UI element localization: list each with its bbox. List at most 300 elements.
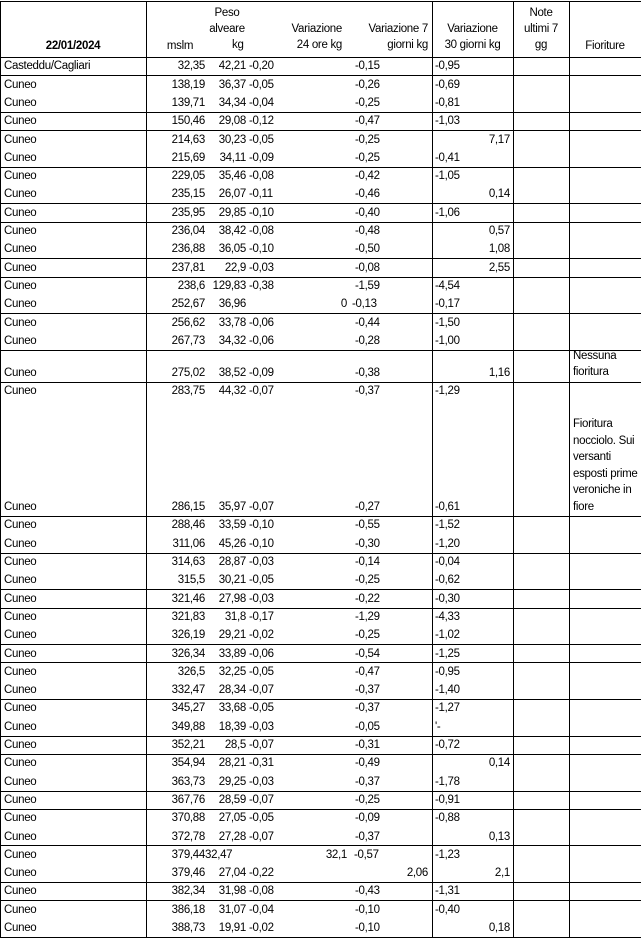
cell-note[interactable] xyxy=(514,149,569,167)
cell-var7[interactable]: -0,09 xyxy=(355,812,380,825)
cell-location[interactable]: Cuneo xyxy=(4,501,37,514)
cell-location[interactable]: Cuneo xyxy=(4,556,37,568)
cell-peso[interactable]: 32,25 xyxy=(218,665,246,678)
cell-mslm[interactable]: 256,62 xyxy=(171,316,205,329)
cell-var30[interactable]: 1,08 xyxy=(488,243,510,256)
cell-var30[interactable]: 7,17 xyxy=(488,133,510,146)
cell-mslm[interactable]: 382,34 xyxy=(171,885,205,898)
cell-var7[interactable]: -0,10 xyxy=(355,922,380,934)
cell-var24[interactable]: -0,10 xyxy=(249,519,274,532)
cell-var30[interactable]: 0,14 xyxy=(488,757,510,770)
cell-var24[interactable]: -0,08 xyxy=(249,885,274,898)
cell-note[interactable] xyxy=(514,222,569,240)
cell-peso[interactable]: 27,04 xyxy=(218,867,246,880)
cell-var24[interactable]: -0,03 xyxy=(249,720,274,733)
cell-var30[interactable]: 0,14 xyxy=(488,188,510,201)
cell-var7[interactable]: -0,38 xyxy=(355,366,380,379)
cell-mslm[interactable]: 235,95 xyxy=(171,206,205,219)
cell-var30[interactable]: 0,18 xyxy=(488,922,510,934)
cell-var24[interactable]: -0,03 xyxy=(249,775,274,788)
cell-location[interactable]: Cuneo xyxy=(4,793,37,806)
cell-note[interactable] xyxy=(514,240,569,258)
cell-note[interactable] xyxy=(514,277,569,295)
cell-peso[interactable]: 29,85 xyxy=(218,206,246,219)
cell-mslm[interactable]: 363,73 xyxy=(171,775,205,788)
cell-var30[interactable]: -1,25 xyxy=(435,647,460,660)
cell-peso[interactable]: 36,05 xyxy=(218,243,246,256)
cell-mslm[interactable]: 32,35 xyxy=(177,60,205,73)
cell-var30[interactable]: -4,54 xyxy=(435,279,460,292)
cell-var30[interactable]: -1,31 xyxy=(435,885,460,898)
cell-peso[interactable]: 26,07 xyxy=(218,188,246,201)
cell-mslm[interactable]: 275,02 xyxy=(171,366,205,379)
cell-var30[interactable]: 0,13 xyxy=(488,830,510,843)
cell-peso[interactable]: 34,34 xyxy=(218,96,246,109)
cell-var30[interactable]: -0,40 xyxy=(435,903,460,916)
cell-location[interactable]: Cuneo xyxy=(4,702,37,715)
cell-var7[interactable]: -0,25 xyxy=(355,629,380,642)
cell-var7[interactable]: -0,14 xyxy=(355,556,380,568)
cell-location[interactable]: Cuneo xyxy=(4,574,37,587)
cell-var30[interactable]: -1,05 xyxy=(435,170,460,183)
cell-mslm[interactable]: 236,88 xyxy=(171,243,205,256)
cell-note[interactable] xyxy=(514,681,569,699)
cell-var7[interactable]: -0,13 xyxy=(352,298,377,311)
cell-mslm[interactable]: 352,21 xyxy=(171,739,205,751)
cell-mslm[interactable]: 367,76 xyxy=(171,793,205,806)
cell-var30[interactable]: -0,88 xyxy=(435,812,460,825)
cell-location[interactable]: Cuneo xyxy=(4,537,37,550)
cell-note[interactable] xyxy=(514,717,569,735)
cell-note[interactable] xyxy=(514,75,569,93)
header-var7[interactable] xyxy=(350,21,428,53)
cell-location[interactable]: Cuneo xyxy=(4,592,37,605)
cell-var24[interactable]: -0,09 xyxy=(249,151,274,164)
cell-var24[interactable]: -0,06 xyxy=(249,647,274,660)
cell-peso[interactable]: 34,32 xyxy=(218,334,246,347)
cell-var24[interactable]: -0,05 xyxy=(249,133,274,146)
cell-var24[interactable]: -0,05 xyxy=(249,574,274,587)
cell-var7[interactable]: -1,29 xyxy=(355,610,380,623)
cell-var30[interactable]: -0,17 xyxy=(435,298,460,311)
cell-note[interactable] xyxy=(514,400,569,516)
cell-note[interactable] xyxy=(514,350,569,382)
cell-var7[interactable]: -0,25 xyxy=(355,151,380,164)
cell-var7[interactable]: -1,59 xyxy=(355,279,380,292)
cell-note[interactable] xyxy=(514,864,569,882)
cell-note[interactable] xyxy=(514,882,569,900)
cell-note[interactable] xyxy=(514,900,569,918)
cell-mslm[interactable]: 235,15 xyxy=(171,188,205,201)
cell-note[interactable] xyxy=(514,112,569,130)
cell-mslm[interactable]: 139,71 xyxy=(171,96,205,109)
cell-mslm[interactable]: 314,63 xyxy=(171,556,205,568)
cell-var7[interactable]: -0,27 xyxy=(355,501,380,514)
cell-var24[interactable]: 0 xyxy=(340,298,347,311)
cell-location[interactable]: Cuneo xyxy=(4,170,37,183)
header-note[interactable] xyxy=(513,5,569,53)
cell-note[interactable] xyxy=(514,827,569,845)
cell-location[interactable]: Cuneo xyxy=(4,720,37,733)
cell-location[interactable]: Cuneo xyxy=(4,243,37,256)
cell-mslm[interactable]: 349,88 xyxy=(171,720,205,733)
cell-mslm[interactable]: 372,78 xyxy=(171,830,205,843)
cell-var7[interactable]: -0,37 xyxy=(355,702,380,715)
cell-mslm[interactable]: 345,27 xyxy=(171,702,205,715)
cell-peso[interactable]: 34,11 xyxy=(219,151,246,164)
cell-note[interactable] xyxy=(514,571,569,589)
cell-note[interactable] xyxy=(514,626,569,644)
cell-var7[interactable]: -0,37 xyxy=(355,684,380,697)
cell-location[interactable]: Cuneo xyxy=(4,830,37,843)
cell-location[interactable]: Cuneo xyxy=(4,848,37,861)
cell-var7[interactable]: -0,05 xyxy=(355,720,380,733)
cell-var24[interactable]: -0,10 xyxy=(249,537,274,550)
cell-peso[interactable]: 38,42 xyxy=(218,225,246,237)
cell-mslm[interactable]: 326,19 xyxy=(171,629,205,642)
cell-location[interactable]: Cuneo xyxy=(4,739,37,751)
cell-mslm[interactable]: 379,46 xyxy=(171,867,205,880)
cell-mslm[interactable]: 370,88 xyxy=(171,812,205,825)
cell-peso[interactable]: 28,87 xyxy=(218,556,246,568)
cell-var24[interactable]: -0,11 xyxy=(249,188,273,201)
cell-var24[interactable]: -0,09 xyxy=(249,366,274,379)
cell-var7[interactable]: -0,28 xyxy=(355,334,380,347)
cell-peso[interactable]: 45,26 xyxy=(218,537,246,550)
cell-location[interactable]: Cuneo xyxy=(4,188,37,201)
cell-var30[interactable]: -1,03 xyxy=(435,115,460,128)
cell-mslm[interactable]: 252,67 xyxy=(171,298,205,311)
cell-var24[interactable]: -0,05 xyxy=(249,78,274,91)
cell-var24[interactable]: -0,10 xyxy=(249,243,274,256)
cell-var30[interactable]: -0,81 xyxy=(435,96,460,109)
cell-var24[interactable]: -0,03 xyxy=(249,592,274,605)
cell-location[interactable]: Cuneo xyxy=(4,385,37,398)
cell-note[interactable] xyxy=(514,754,569,772)
cell-var7[interactable]: -0,47 xyxy=(355,665,380,678)
cell-mslm[interactable]: 321,46 xyxy=(171,592,205,605)
cell-peso[interactable]: 28,34 xyxy=(218,684,246,697)
cell-var7[interactable]: -0,50 xyxy=(355,243,380,256)
cell-note[interactable] xyxy=(514,516,569,534)
cell-var30[interactable]: -0,30 xyxy=(435,592,460,605)
cell-note[interactable] xyxy=(514,332,569,350)
cell-location[interactable]: Cuneo xyxy=(4,757,37,770)
cell-var30[interactable]: -4,33 xyxy=(435,610,460,623)
cell-peso[interactable]: 31,8 xyxy=(224,610,246,623)
cell-mslm[interactable]: 386,18 xyxy=(171,903,205,916)
cell-var30[interactable]: -0,04 xyxy=(435,556,460,568)
cell-var30[interactable]: 1,16 xyxy=(488,366,510,379)
cell-var7[interactable]: -0,31 xyxy=(355,739,380,751)
cell-mslm[interactable]: 215,69 xyxy=(171,151,205,164)
cell-note[interactable] xyxy=(514,94,569,112)
cell-var24[interactable]: -0,06 xyxy=(249,334,274,347)
cell-mslm[interactable]: 332,47 xyxy=(171,684,205,697)
cell-var30[interactable]: -1,27 xyxy=(435,702,460,715)
cell-var24[interactable]: -0,38 xyxy=(249,279,274,292)
cell-var30[interactable]: -0,41 xyxy=(435,151,460,164)
cell-peso[interactable]: 29,25 xyxy=(218,775,246,788)
cell-var30[interactable]: -0,69 xyxy=(435,78,460,91)
cell-var30[interactable]: '- xyxy=(435,720,441,733)
cell-mslm[interactable]: 326,5 xyxy=(177,665,205,678)
cell-peso[interactable]: 38,52 xyxy=(218,366,246,379)
cell-var30[interactable]: -1,20 xyxy=(435,537,460,550)
cell-var7[interactable]: -0,26 xyxy=(355,78,380,91)
cell-location[interactable]: Cuneo xyxy=(4,133,37,146)
cell-location[interactable]: Cuneo xyxy=(4,298,37,311)
cell-location[interactable]: Cuneo xyxy=(4,885,37,898)
cell-location[interactable]: Casteddu/Cagliari xyxy=(4,60,91,73)
cell-location[interactable]: Cuneo xyxy=(4,922,37,934)
cell-location[interactable]: Cuneo xyxy=(4,366,37,379)
cell-peso[interactable]: 129,83 xyxy=(212,279,246,292)
cell-peso[interactable]: 27,28 xyxy=(218,830,246,843)
cell-location[interactable]: Cuneo xyxy=(4,519,37,532)
cell-note[interactable] xyxy=(514,130,569,148)
cell-var24[interactable]: -0,07 xyxy=(249,739,274,751)
cell-mslm[interactable]: 286,15 xyxy=(171,501,205,514)
cell-var7[interactable]: -0,54 xyxy=(355,647,380,660)
header-var24[interactable] xyxy=(270,21,342,53)
cell-mslm[interactable]: 238,6 xyxy=(177,279,205,292)
cell-mslm[interactable]: 229,05 xyxy=(171,170,205,183)
cell-peso[interactable]: 28,59 xyxy=(218,793,246,806)
cell-note[interactable] xyxy=(514,167,569,185)
cell-var7[interactable]: -0,37 xyxy=(355,830,380,843)
cell-location[interactable]: Cuneo xyxy=(4,206,37,219)
cell-var24[interactable]: -0,17 xyxy=(249,610,274,623)
cell-var30[interactable]: -0,61 xyxy=(435,501,460,514)
cell-mslm[interactable]: 236,04 xyxy=(171,225,205,237)
cell-mslm[interactable]: 326,34 xyxy=(171,647,205,660)
cell-var7[interactable]: -0,46 xyxy=(355,188,380,201)
cell-note[interactable] xyxy=(514,608,569,626)
cell-var24[interactable]: -0,03 xyxy=(249,556,274,568)
cell-note[interactable] xyxy=(514,382,569,400)
cell-location[interactable]: Cuneo xyxy=(4,151,37,164)
cell-peso[interactable]: 33,78 xyxy=(218,316,246,329)
cell-peso[interactable]: 27,05 xyxy=(218,812,246,825)
cell-peso[interactable]: 33,89 xyxy=(218,647,246,660)
cell-var7[interactable]: -0,55 xyxy=(355,519,380,532)
cell-var24[interactable]: -0,07 xyxy=(249,793,274,806)
cell-peso[interactable]: 30,23 xyxy=(218,133,246,146)
cell-peso[interactable]: 28,5 xyxy=(224,739,246,751)
cell-fioriture[interactable]: Nessuna fioritura xyxy=(573,349,617,379)
cell-peso[interactable]: 36,96 xyxy=(218,298,246,311)
cell-var7[interactable]: -0,25 xyxy=(355,793,380,806)
header-fioriture[interactable]: Fioriture xyxy=(585,40,625,52)
cell-mslm[interactable]: 354,94 xyxy=(171,757,205,770)
cell-var7[interactable]: -0,37 xyxy=(355,385,380,398)
cell-mslm[interactable]: 379,44 xyxy=(171,848,205,861)
cell-var30[interactable]: -1,40 xyxy=(435,684,460,697)
cell-peso[interactable]: 33,59 xyxy=(218,519,246,532)
cell-var7[interactable]: -0,22 xyxy=(355,592,380,605)
cell-var7[interactable]: -0,47 xyxy=(355,115,380,128)
cell-location[interactable]: Cuneo xyxy=(4,665,37,678)
cell-var30[interactable]: -0,95 xyxy=(435,60,460,73)
header-var30[interactable] xyxy=(432,21,513,53)
cell-peso[interactable]: 32,47 xyxy=(205,848,233,861)
cell-var7[interactable]: -0,43 xyxy=(355,885,380,898)
cell-var7[interactable]: -0,30 xyxy=(355,537,380,550)
cell-var30[interactable]: -1,78 xyxy=(435,775,460,788)
cell-mslm[interactable]: 237,81 xyxy=(171,261,205,274)
cell-mslm[interactable]: 283,75 xyxy=(171,385,205,398)
cell-peso[interactable]: 44,32 xyxy=(218,385,246,398)
cell-var24[interactable]: -0,12 xyxy=(249,115,274,128)
cell-var24[interactable]: -0,20 xyxy=(249,60,274,73)
cell-note[interactable] xyxy=(514,663,569,681)
cell-var30[interactable]: -1,02 xyxy=(435,629,460,642)
cell-location[interactable]: Cuneo xyxy=(4,261,37,274)
cell-mslm[interactable]: 267,73 xyxy=(171,334,205,347)
cell-var7[interactable]: -0,15 xyxy=(355,60,380,73)
cell-peso[interactable]: 29,08 xyxy=(218,115,246,128)
header-mslm[interactable]: mslm xyxy=(166,40,194,52)
cell-var24[interactable]: -0,10 xyxy=(249,206,274,219)
cell-var7[interactable]: -0,42 xyxy=(355,170,380,183)
cell-mslm[interactable]: 214,63 xyxy=(171,133,205,146)
cell-peso[interactable]: 31,07 xyxy=(218,903,246,916)
cell-var24[interactable]: -0,22 xyxy=(249,867,274,880)
cell-peso[interactable]: 36,37 xyxy=(218,78,246,91)
cell-mslm[interactable]: 311,06 xyxy=(172,537,205,550)
cell-note[interactable] xyxy=(514,185,569,203)
cell-var24[interactable]: -0,07 xyxy=(249,830,274,843)
cell-note[interactable] xyxy=(514,644,569,662)
cell-var7[interactable]: -0,44 xyxy=(355,316,380,329)
cell-var30[interactable]: -1,23 xyxy=(435,848,460,861)
cell-mslm[interactable]: 315,5 xyxy=(177,574,205,587)
cell-var7[interactable]: -0,57 xyxy=(354,848,379,861)
cell-var7[interactable]: 2,06 xyxy=(406,867,428,880)
header-peso[interactable] xyxy=(204,5,250,53)
cell-note[interactable] xyxy=(514,772,569,790)
cell-var30[interactable]: 2,55 xyxy=(488,261,510,274)
cell-var24[interactable]: -0,05 xyxy=(249,812,274,825)
header-date[interactable]: 22/01/2024 xyxy=(45,40,101,52)
cell-var30[interactable]: -1,00 xyxy=(435,334,460,347)
cell-var24[interactable]: -0,07 xyxy=(249,501,274,514)
cell-note[interactable] xyxy=(514,534,569,552)
cell-note[interactable] xyxy=(514,791,569,809)
cell-note[interactable] xyxy=(514,203,569,221)
cell-mslm[interactable]: 150,46 xyxy=(171,115,205,128)
cell-peso[interactable]: 18,39 xyxy=(218,720,246,733)
cell-var7[interactable]: -0,49 xyxy=(355,757,380,770)
cell-var24[interactable]: -0,07 xyxy=(249,684,274,697)
cell-note[interactable] xyxy=(514,699,569,717)
cell-var24[interactable]: -0,08 xyxy=(249,225,274,237)
cell-var30[interactable]: -1,50 xyxy=(435,316,460,329)
cell-note[interactable] xyxy=(514,919,569,937)
cell-var7[interactable]: -0,37 xyxy=(355,775,380,788)
cell-var30[interactable]: -0,72 xyxy=(435,739,460,751)
cell-note[interactable] xyxy=(514,258,569,276)
cell-var30[interactable]: -1,52 xyxy=(435,519,460,532)
cell-var24[interactable]: -0,03 xyxy=(249,261,274,274)
cell-note[interactable] xyxy=(514,57,569,75)
cell-peso[interactable]: 27,98 xyxy=(218,592,246,605)
cell-location[interactable]: Cuneo xyxy=(4,812,37,825)
cell-mslm[interactable]: 138,19 xyxy=(171,78,205,91)
cell-var24[interactable]: -0,05 xyxy=(249,702,274,715)
cell-var30[interactable]: -0,62 xyxy=(435,574,460,587)
cell-location[interactable]: Cuneo xyxy=(4,316,37,329)
cell-peso[interactable]: 35,46 xyxy=(218,170,246,183)
cell-var7[interactable]: -0,08 xyxy=(355,261,380,274)
cell-peso[interactable]: 19,91 xyxy=(218,922,246,934)
cell-var24[interactable]: -0,06 xyxy=(249,316,274,329)
cell-note[interactable] xyxy=(514,553,569,571)
cell-var24[interactable]: -0,02 xyxy=(249,922,274,934)
cell-mslm[interactable]: 288,46 xyxy=(171,519,205,532)
cell-var7[interactable]: -0,25 xyxy=(355,574,380,587)
cell-location[interactable]: Cuneo xyxy=(4,903,37,916)
cell-var24[interactable]: -0,05 xyxy=(249,665,274,678)
cell-location[interactable]: Cuneo xyxy=(4,225,37,237)
cell-peso[interactable]: 30,21 xyxy=(218,574,246,587)
cell-peso[interactable]: 35,97 xyxy=(218,501,246,514)
cell-location[interactable]: Cuneo xyxy=(4,279,37,292)
cell-peso[interactable]: 42,21 xyxy=(218,60,246,73)
cell-var24[interactable]: -0,02 xyxy=(249,629,274,642)
cell-mslm[interactable]: 388,73 xyxy=(171,922,205,934)
cell-var30[interactable]: 2,1 xyxy=(494,867,510,880)
cell-var7[interactable]: -0,40 xyxy=(355,206,380,219)
cell-fioriture[interactable]: Fioritura nocciolo. Sui versanti esposti prime veroniche in fiore xyxy=(573,418,638,513)
cell-var24[interactable]: -0,04 xyxy=(249,96,274,109)
cell-var7[interactable]: -0,25 xyxy=(355,96,380,109)
cell-var30[interactable]: -1,06 xyxy=(435,206,460,219)
cell-note[interactable] xyxy=(514,846,569,864)
cell-location[interactable]: Cuneo xyxy=(4,78,37,91)
cell-var30[interactable]: -0,95 xyxy=(435,665,460,678)
cell-note[interactable] xyxy=(514,313,569,331)
cell-location[interactable]: Cuneo xyxy=(4,684,37,697)
cell-location[interactable]: Cuneo xyxy=(4,96,37,109)
cell-note[interactable] xyxy=(514,295,569,313)
cell-var24[interactable]: -0,31 xyxy=(249,757,274,770)
cell-peso[interactable]: 28,21 xyxy=(218,757,246,770)
cell-var24[interactable]: -0,08 xyxy=(249,170,274,183)
cell-location[interactable]: Cuneo xyxy=(4,629,37,642)
cell-location[interactable]: Cuneo xyxy=(4,334,37,347)
cell-var7[interactable]: -0,48 xyxy=(355,225,380,237)
cell-note[interactable] xyxy=(514,736,569,754)
cell-note[interactable] xyxy=(514,589,569,607)
cell-var24[interactable]: -0,04 xyxy=(249,903,274,916)
cell-mslm[interactable]: 321,83 xyxy=(171,610,205,623)
cell-var30[interactable]: -0,91 xyxy=(435,793,460,806)
cell-var7[interactable]: -0,10 xyxy=(355,903,380,916)
cell-location[interactable]: Cuneo xyxy=(4,775,37,788)
cell-location[interactable]: Cuneo xyxy=(4,647,37,660)
cell-location[interactable]: Cuneo xyxy=(4,610,37,623)
cell-note[interactable] xyxy=(514,809,569,827)
cell-peso[interactable]: 33,68 xyxy=(218,702,246,715)
cell-peso[interactable]: 31,98 xyxy=(218,885,246,898)
cell-peso[interactable]: 22,9 xyxy=(224,261,246,274)
cell-var30[interactable]: 0,57 xyxy=(488,225,510,237)
cell-peso[interactable]: 29,21 xyxy=(218,629,246,642)
cell-location[interactable]: Cuneo xyxy=(4,115,37,128)
cell-var24[interactable]: -0,07 xyxy=(249,385,274,398)
